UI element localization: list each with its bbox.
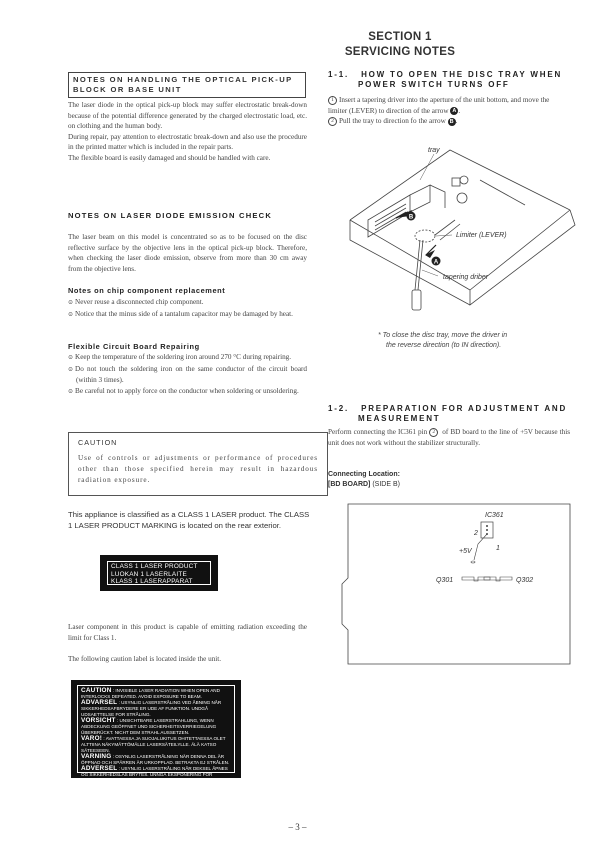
laser-component-text: Laser component in this product is capable of emitting radiation exceeding the limit for Class 1. (68, 623, 307, 642)
caution-label-intro: The following caution label is located inside the unit. (68, 655, 222, 663)
label-line: VORSICHT : UNSICHTBARE LASERSTRAHLUNG, WENN ABDECKUNG GEÖFFNET UND SICHERHEITSVERRIEGELUNG ÜBERBRÜCKT. NICHT DEM STRAHL AUSSETZEN. (81, 717, 217, 735)
label-line: VARNING : OSYNLIG LASERSTRÅLNING NÄR DENNA DEL ÄR ÖPPNAD OCH SPÄRREN ÄR URKOPPLAD. BETRAKTA EJ STRÅLEN. (81, 753, 230, 765)
limiter-callout: Limiter (LEVER) (456, 232, 507, 239)
list-item: ⊙ Be careful not to apply force on the conductor when soldering or unsoldering. (68, 386, 307, 398)
q301-part (462, 577, 490, 581)
class1-laser-label (100, 555, 218, 591)
label-line: CAUTION : INVISIBLE LASER RADIATION WHEN OPEN AND INTERLOCKS DEFEATED. AVOID EXPOSURE TO BEAM. (81, 687, 220, 699)
step-1: 1 Insert a tapering driver into the aperture of the unit bottom, and move the limiter (LEVER) to direction of the arrow A . (328, 96, 550, 115)
q301-label: Q301 (436, 577, 454, 584)
class1-text: This appliance is classified as a CLASS 1 LASER product. The CLASS 1 LASER PRODUCT MARKING is located on the rear exterior. (68, 510, 310, 531)
q302-label: Q302 (516, 577, 534, 584)
caution-title: CAUTION (78, 438, 118, 447)
caution-warning-label (71, 680, 241, 783)
optical-notes-body (68, 100, 307, 164)
label-line: ADVERSEL : USYNLIG LASERSTRÅLING NÅR DEKSEL ÅPNES OG SIKKERHEDSLÅS BRYTES. UNNGÅ EKSPONERING FOR STRÅLEN. (81, 765, 228, 783)
caution-box (68, 432, 328, 496)
section-1-1-steps (328, 95, 570, 127)
pin1-label: 1 (496, 545, 500, 552)
step-2: 2 Pull the tray to direction fo the arrow B . (328, 116, 570, 127)
section-title (320, 30, 480, 60)
section-number: SECTION 1 (368, 31, 432, 43)
section-name: SERVICING NOTES (344, 46, 456, 58)
tray-callout: tray (428, 147, 440, 154)
label-line: CLASS 1 LASER PRODUCT (111, 563, 198, 570)
section-1-2-heading: 1-2. PREPARATION FOR ADJUSTMENT AND MEASUREMENT (328, 404, 568, 423)
chip-list (68, 297, 307, 320)
optical-notes-p3: The flexible board is easily damaged and should be handled with care. (68, 153, 271, 162)
page-number: – 3 – (288, 822, 307, 832)
pin2-label: 2 (474, 530, 478, 537)
bd-board-figure (338, 500, 578, 670)
connecting-location: Connecting Location: [BD BOARD] (SIDE B) (328, 471, 400, 488)
laser-check-heading: NOTES ON LASER DIODE EMISSION CHECK (68, 211, 273, 220)
close-tray-note: * To close the disc tray, move the driver in the reverse direction (to IN direction). (378, 332, 508, 349)
list-item: ⊙ Keep the temperature of the soldering iron around 270 °C during repairing. (68, 352, 307, 364)
q302-part (484, 577, 512, 581)
optical-notes-p1: The laser diode in the optical pick-up block may suffer electrostatic break-down because of the potential difference generated by the charged electrostatic load, etc. on clothing and the human body. (68, 101, 307, 131)
laser-check-text: The laser beam on this model is concentrated so as to be focused on the disc reflective surface by the objective lens in the optical pick-up block. Therefore, when checking the laser diode emission, observe from more than 30 cm away from the objective lens. (68, 233, 307, 273)
label-line: ADVARSEL : USYNLIG LASERSTRÅLING VED ÅBNING NÅR SIKKERHEDSAFBRYDERE ER UDE AF FUNKTION. UNDGÅ UDSAETTELSE FOR STRÅLING. (81, 699, 222, 717)
ic361-label: IC361 (485, 512, 504, 519)
caution-text: Use of controls or adjustments or performance of procedures other than those specified herein may result in hazardous radiation exposure. (78, 454, 318, 485)
chip-heading: Notes on chip component replacement (68, 286, 226, 295)
plus5v-label: +5V (459, 548, 472, 555)
list-item: ⊙ Do not touch the soldering iron on the same conductor of the circuit board (within 3 times). (68, 364, 307, 386)
label-line: VARO! : AVATTAESSA JA SUOJALUKITUS OHITETTAESSA OLET ALTTIINA NÄKYMÄTTÖMÄLLE LASERSÄTEILYLLE. ÄLÄ KATSO SÄTEESEEN. (81, 735, 226, 753)
label-line: KLASS 1 LASERAPPARAT (111, 578, 193, 586)
flex-heading: Flexible Circuit Board Repairing (68, 342, 200, 351)
list-item: ⊙ Notice that the minus side of a tantalum capacitor may be damaged by heat. (68, 309, 307, 321)
arrow-b-marker: B (408, 214, 414, 221)
flex-list (68, 352, 307, 397)
optical-notes-heading: NOTES ON HANDLING THE OPTICAL PICK-UP BLOCK OR BASE UNIT (68, 72, 306, 98)
optical-notes-p2: During repair, pay attention to electrostatic break-down and also use the procedure in the printed matter which is included in the repair parts. (68, 132, 307, 152)
label-line: LUOKAN 1 LASERLAITE (111, 570, 187, 578)
list-item: ⊙ Never reuse a disconnected chip component. (68, 297, 307, 309)
driver-callout: tapering driber (443, 274, 489, 281)
arrow-a-marker: A (433, 259, 439, 266)
disc-tray-figure (340, 140, 580, 320)
section-1-2-text: Perform connecting the IC361 pin 2 of BD board to the line of +5V because this unit does not work without the stabilizer structurally. (328, 428, 571, 447)
section-1-1-heading: 1-1. HOW TO OPEN THE DISC TRAY WHEN POWER SWITCH TURNS OFF (328, 70, 563, 89)
